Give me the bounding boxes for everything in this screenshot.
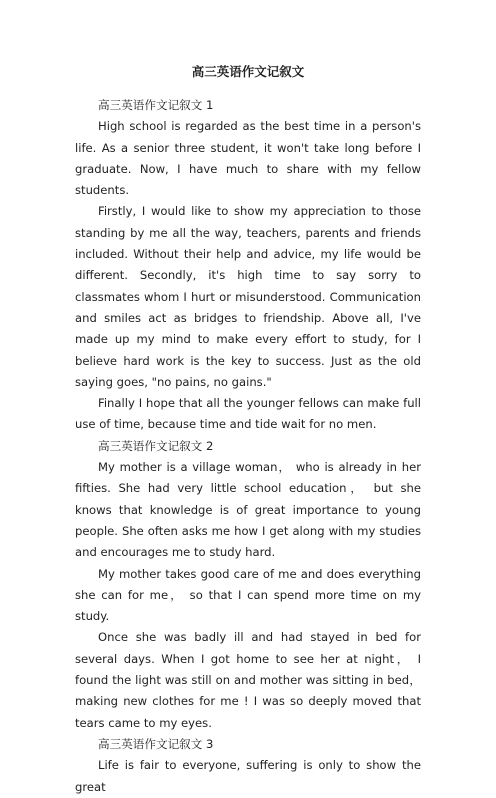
- essay-heading-3: 高三英语作文记叙文 3: [98, 736, 214, 751]
- essay-1-paragraph-1: High school is regarded as the best time in a person's life. As a senior three student, it won't take long before I graduate. Now, I have much to share with my fellow students.: [75, 119, 421, 198]
- document-title: 高三英语作文记叙文: [191, 64, 305, 79]
- essay-2-paragraph-1: My mother is a village woman， who is already in her fifties. She had very little school education， but she knows that knowledge is of great importance to young people. She often asks me how I get along with my studies and encourages me to study hard.: [75, 460, 421, 560]
- essay-1-paragraph-3: Finally I hope that all the younger fellows can make full use of time, because time and tide wait for no men.: [75, 396, 421, 432]
- essay-1-paragraph-2: Firstly, I would like to show my appreciation to those standing by me all the way, teachers, parents and friends included. Without their help and advice, my life would be different. Secondly, it's high time to say sorry to classmates whom I hurt or misunderstood. Communication and smiles act as bridges to friendship. Above all, I've made up my mind to make every effort to study, for I believe hard work is the key to success. Just as the old saying goes, "no pains, no gains.": [75, 204, 421, 389]
- essay-heading-1: 高三英语作文记叙文 1: [98, 98, 214, 112]
- essay-2-paragraph-3: Once she was badly ill and had stayed in bed for several days. When I got home to see her at night， I found the light was still on and mother was sitting in bed， making new clothes for me ! I was so deeply moved that tears came to my eyes.: [75, 630, 421, 730]
- essay-2-paragraph-2: My mother takes good care of me and does everything she can for me， so that I can spend more time on my study.: [75, 566, 421, 624]
- essay-3-paragraph-1: Life is fair to everyone, suffering is only to show the great: [75, 758, 421, 794]
- document-body: [75, 95, 421, 798]
- essay-heading-2: 高三英语作文记叙文 2: [98, 438, 214, 453]
